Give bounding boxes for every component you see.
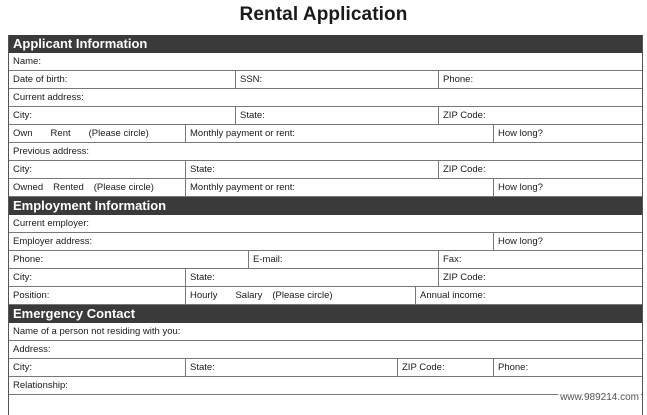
name-field[interactable]: Name:	[13, 56, 41, 67]
please-circle-note: (Please circle)	[272, 290, 333, 301]
section-header-applicant: Applicant Information	[9, 35, 642, 53]
form-row-relationship	[9, 377, 642, 395]
rent-option[interactable]: Rent	[50, 128, 71, 139]
previous-address-field[interactable]: Previous address:	[13, 146, 90, 157]
employer-address-field[interactable]: Employer address:	[9, 233, 494, 250]
form-row-name	[9, 53, 642, 71]
form-row-emergency-address	[9, 341, 642, 359]
form-row-employer-city	[9, 269, 642, 287]
current-address-field[interactable]: Current address:	[13, 92, 84, 103]
own-rent-choice[interactable]	[9, 125, 186, 142]
please-circle-note: (Please circle)	[88, 128, 149, 139]
rented-option[interactable]: Rented	[53, 182, 84, 193]
prev-state-field[interactable]: State:	[186, 161, 439, 178]
employer-state-field[interactable]: State:	[186, 269, 439, 286]
employment-how-long-field[interactable]: How long?	[498, 236, 543, 247]
relationship-field[interactable]: Relationship:	[13, 380, 68, 391]
emergency-city-field[interactable]: City:	[9, 359, 186, 376]
emergency-address-field[interactable]: Address:	[13, 344, 51, 355]
form-row-employer-address	[9, 233, 642, 251]
hourly-salary-choice[interactable]	[186, 287, 416, 304]
form-row-own-rent	[9, 125, 642, 143]
zip-field[interactable]: ZIP Code:	[443, 110, 486, 121]
form-row-employer-phone	[9, 251, 642, 269]
employer-phone-field[interactable]: Phone:	[9, 251, 249, 268]
section-header-emergency: Emergency Contact	[9, 305, 642, 323]
monthly-payment-field[interactable]: Monthly payment or rent:	[186, 125, 494, 142]
emergency-state-field[interactable]: State:	[186, 359, 398, 376]
ssn-field[interactable]: SSN:	[236, 71, 439, 88]
please-circle-note: (Please circle)	[93, 182, 154, 193]
rental-application-form	[8, 35, 643, 415]
form-row-current-employer	[9, 215, 642, 233]
form-row-current-address	[9, 89, 642, 107]
watermark-url: www.989214.com	[560, 392, 639, 403]
hourly-option[interactable]: Hourly	[190, 290, 218, 301]
prev-how-long-field[interactable]: How long?	[498, 182, 543, 193]
form-row-city	[9, 107, 642, 125]
phone-field[interactable]: Phone:	[443, 74, 474, 85]
current-employer-field[interactable]: Current employer:	[13, 218, 90, 229]
owned-rented-choice[interactable]	[9, 179, 186, 196]
form-row-emergency-city	[9, 359, 642, 377]
form-row-position	[9, 287, 642, 305]
annual-income-field[interactable]: Annual income:	[420, 290, 486, 301]
dob-field[interactable]: Date of birth:	[9, 71, 236, 88]
prev-monthly-payment-field[interactable]: Monthly payment or rent:	[186, 179, 494, 196]
salary-option[interactable]: Salary	[235, 290, 263, 301]
section-header-employment: Employment Information	[9, 197, 642, 215]
employer-fax-field[interactable]: Fax:	[443, 254, 462, 265]
form-row-dob	[9, 71, 642, 89]
owned-option[interactable]: Owned	[13, 182, 44, 193]
own-option[interactable]: Own	[13, 128, 33, 139]
state-field[interactable]: State:	[236, 107, 439, 124]
employer-zip-field[interactable]: ZIP Code:	[443, 272, 486, 283]
prev-city-field[interactable]: City:	[9, 161, 186, 178]
city-field[interactable]: City:	[9, 107, 236, 124]
emergency-name-field[interactable]: Name of a person not residing with you:	[13, 326, 181, 337]
emergency-zip-field[interactable]: ZIP Code:	[398, 359, 494, 376]
page-title: Rental Application	[239, 4, 408, 25]
employer-city-field[interactable]: City:	[9, 269, 186, 286]
form-row-city2	[9, 161, 642, 179]
form-row-previous-address	[9, 143, 642, 161]
position-field[interactable]: Position:	[9, 287, 186, 304]
employer-email-field[interactable]: E-mail:	[249, 251, 439, 268]
form-row-owned-rented	[9, 179, 642, 197]
how-long-field[interactable]: How long?	[498, 128, 543, 139]
prev-zip-field[interactable]: ZIP Code:	[443, 164, 486, 175]
form-row-emergency-name	[9, 323, 642, 341]
emergency-phone-field[interactable]: Phone:	[498, 362, 529, 373]
